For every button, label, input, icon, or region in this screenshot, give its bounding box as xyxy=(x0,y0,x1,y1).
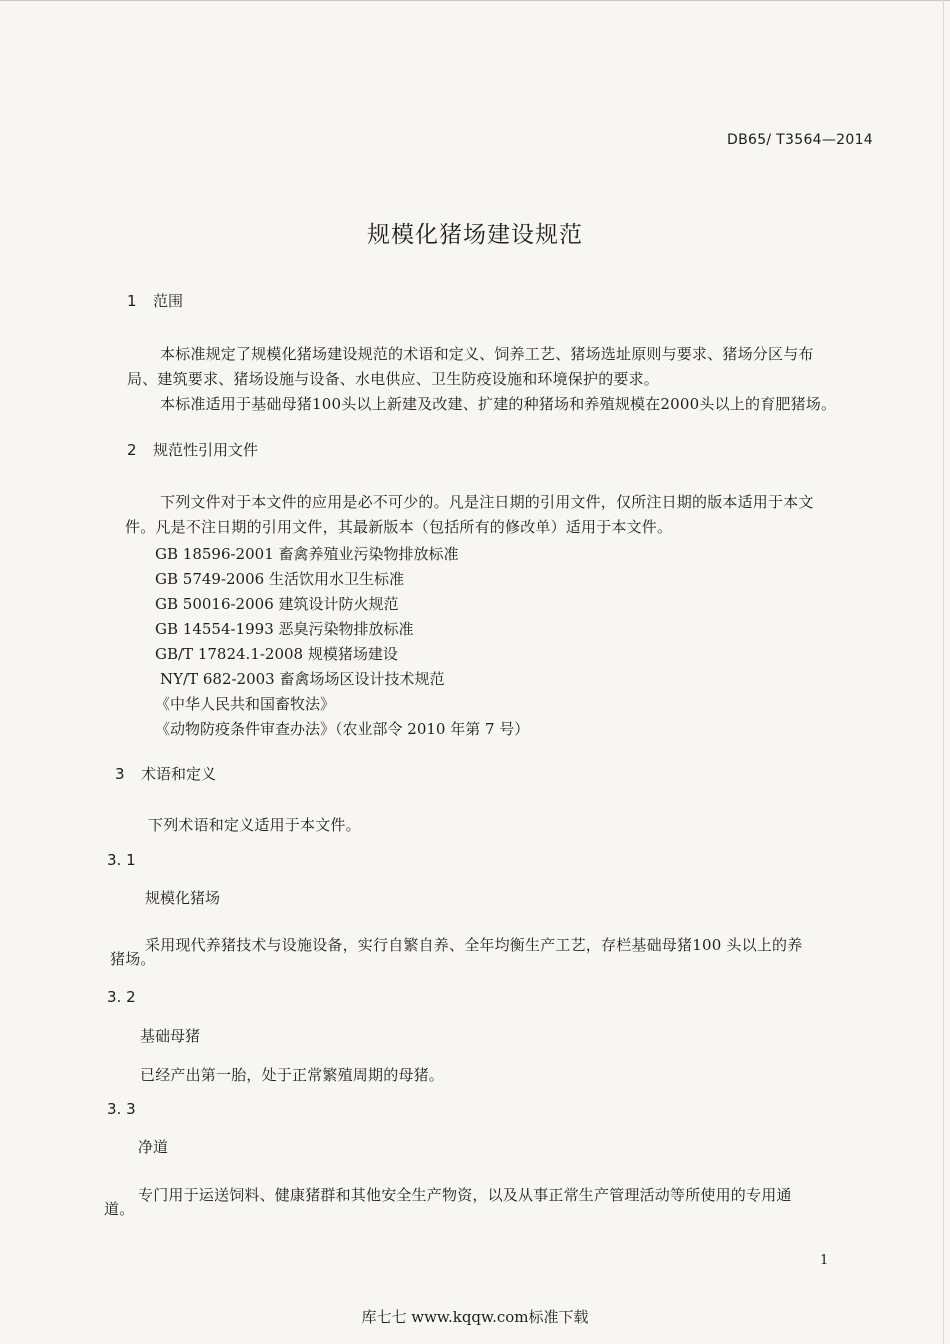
section-3-heading xyxy=(115,763,216,784)
subsection-number: 3. 3 xyxy=(107,1100,136,1118)
section-number: 3 xyxy=(115,765,125,783)
subsection-number: 3. 2 xyxy=(107,988,136,1006)
reference-item: 《中华人民共和国畜牧法》 xyxy=(155,695,336,713)
term-title: 净道 xyxy=(138,1138,169,1156)
reference-item: NY/T 682-2003 畜禽场场区设计技术规范 xyxy=(160,670,445,688)
reference-item: GB 18596-2001 畜禽养殖业污染物排放标准 xyxy=(155,545,459,563)
page-number: 1 xyxy=(820,1253,829,1268)
definition-line: 已经产出第一胎，处于正常繁殖周期的母猪。 xyxy=(140,1066,445,1084)
section-1-heading xyxy=(127,290,183,311)
definition-line: 采用现代养猪技术与设施设备，实行自繁自养、全年均衡生产工艺，存栏基础母猪100 头以上的养 xyxy=(145,936,803,954)
document-code: DB65/ T3564—2014 xyxy=(727,132,873,148)
paragraph-line: 件。凡是不注日期的引用文件，其最新版本（包括所有的修改单）适用于本文件。 xyxy=(125,518,673,536)
paragraph-line: 本标准适用于基础母猪100头以上新建及改建、扩建的种猪场和养殖规模在2000头以上的育肥猪场。 xyxy=(160,395,837,413)
section-2-heading xyxy=(127,439,258,460)
term-title: 基础母猪 xyxy=(140,1027,201,1045)
section-title: 术语和定义 xyxy=(141,765,217,783)
subsection-number: 3. 1 xyxy=(107,851,136,869)
footer-watermark: 库七七 www.kqqw.com标准下载 xyxy=(361,1308,589,1326)
paragraph-line: 下列文件对于本文件的应用是必不可少的。凡是注日期的引用文件，仅所注日期的版本适用于本文 xyxy=(160,493,814,511)
scan-top-edge xyxy=(0,0,950,11)
paragraph-line: 下列术语和定义适用于本文件。 xyxy=(148,816,361,834)
section-number: 2 xyxy=(127,441,137,459)
section-title: 范围 xyxy=(153,292,184,310)
definition-line: 道。 xyxy=(104,1200,135,1218)
paragraph-line: 本标准规定了规模化猪场建设规范的术语和定义、饲养工艺、猪场选址原则与要求、猪场分区与布 xyxy=(160,345,814,363)
definition-line: 猪场。 xyxy=(110,950,156,968)
reference-item: 《动物防疫条件审查办法》（农业部令 2010 年第 7 号） xyxy=(155,720,530,738)
reference-item: GB/T 17824.1-2008 规模猪场建设 xyxy=(155,645,398,663)
section-number: 1 xyxy=(127,292,137,310)
section-title: 规范性引用文件 xyxy=(153,441,259,459)
reference-item: GB 50016-2006 建筑设计防火规范 xyxy=(155,595,399,613)
paragraph-line: 局、建筑要求、猪场设施与设备、水电供应、卫生防疫设施和环境保护的要求。 xyxy=(127,370,660,388)
term-title: 规模化猪场 xyxy=(145,889,221,907)
definition-line: 专门用于运送饲料、健康猪群和其他安全生产物资，以及从事正常生产管理活动等所使用的专用通 xyxy=(138,1186,792,1204)
scan-right-edge xyxy=(943,0,944,1344)
reference-item: GB 14554-1993 恶臭污染物排放标准 xyxy=(155,620,414,638)
reference-item: GB 5749-2006 生活饮用水卫生标准 xyxy=(155,570,404,588)
document-title: 规模化猪场建设规范 xyxy=(367,222,583,248)
